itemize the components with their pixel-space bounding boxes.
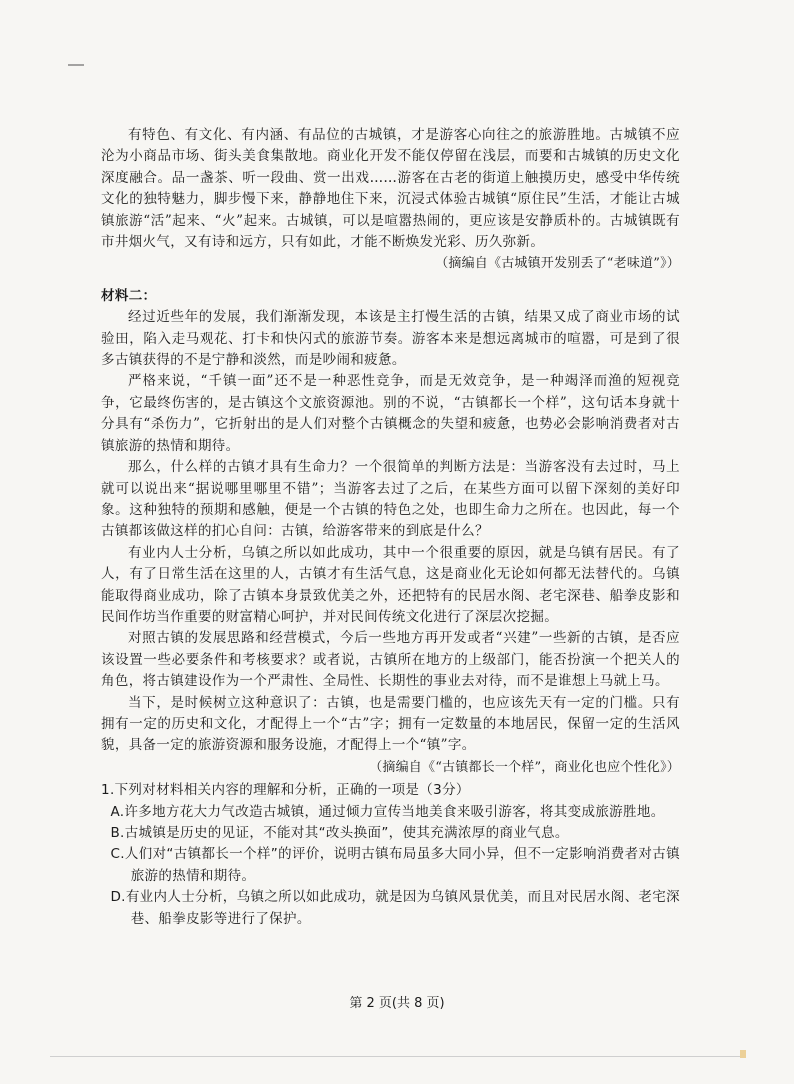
material2-paragraph-1: 经过近些年的发展，我们渐渐发现，本该是主打慢生活的古镇，结果又成了商业市场的试验田，陷入走马观花、打卡和快闪式的旅游节奏。游客本来是想远离城市的喧嚣，可是到了很多古镇获得的不是宁静和淡然，而是吵闹和疲惫。 [101, 309, 680, 369]
question-1-option-c: C.人们对“古镇都长一个样”的评价，说明古镇布局虽多大同小异，但不一定影响消费者对古镇旅游的热情和期待。 [110, 846, 680, 884]
scan-artifact-mark [68, 64, 84, 66]
question-1-option-a: A.许多地方花大力气改造古城镇，通过倾力宣传当地美食来吸引游客，将其变成旅游胜地。 [110, 803, 665, 820]
material2-paragraph-3: 那么，什么样的古镇才具有生命力？一个很简单的判断方法是：当游客没有去过时，马上就可以说出来“据说哪里哪里不错”；当游客去过了之后，在某些方面可以留下深刻的美好印象。这种独特的预期和感触，便是一个古镇的特色之处，也即生命力之所在。也因此，每一个古镇都该做这样的扪心自问：古镇，给游客带来的到底是什么？ [101, 459, 680, 540]
material2-heading: 材料二： [101, 287, 157, 304]
scan-corner-artifact [740, 1050, 746, 1058]
question-1 [101, 780, 680, 930]
question-1-option-b: B.古城镇是历史的见证，不能对其“改头换面”，使其充满浓厚的商业气息。 [110, 825, 569, 841]
question-1-option-d: D.有业内人士分析，乌镇之所以如此成功，就是因为乌镇风景优美，而且对民居水阁、老宅深巷、船拳皮影等进行了保护。 [110, 889, 680, 927]
material2-source: （摘编自《“古镇都长一个样”，商业化也应个性化》） [369, 759, 680, 775]
page-number: 第 2 页(共 8 页) [349, 996, 445, 1011]
material2-paragraph-6: 当下，是时候树立这种意识了：古镇，也是需要门槛的，也应该先天有一定的门槛。只有拥有一定的历史和文化，才配得上一个“古”字；拥有一定数量的本地居民，保留一定的生活风貌，具备一定的旅游资源和服务设施，才配得上一个“镇”字。 [101, 694, 680, 754]
material1-source: （摘编自《古城镇开发别丢了“老味道”》） [435, 256, 680, 272]
material2-paragraph-2: 严格来说，“千镇一面”还不是一种恶性竞争，而是无效竞争，是一种竭泽而渔的短视竞争，它最终伤害的，是古镇这个文旅资源池。别的不说，“古镇都长一个样”，这句话本身就十分具有“杀伤力”，它折射出的是人们对整个古镇概念的失望和疲惫，也势必会影响消费者对古镇旅游的热情和期待。 [101, 373, 680, 454]
question-1-stem: 1.下列对材料相关内容的理解和分析，正确的一项是（3分） [101, 782, 470, 799]
bottom-divider [50, 1056, 740, 1057]
material2-paragraph-5: 对照古镇的发展思路和经营模式，今后一些地方再开发或者“兴建”一些新的古镇，是否应该设置一些必要条件和考核要求？或者说，古镇所在地方的上级部门，能否扮演一个把关人的角色，将古镇建设作为一个严肃性、全局性、长期性的事业去对待，而不是谁想上马就上马。 [101, 630, 680, 690]
material1-paragraph: 有特色、有文化、有内涵、有品位的古城镇，才是游客心向往之的旅游胜地。古城镇不应沦为小商品市场、街头美食集散地。商业化开发不能仅停留在浅层，而要和古城镇的历史文化深度融合。品一盏茶、听一段曲、赏一出戏……游客在古老的街道上触摸历史，感受中华传统文化的独特魅力，脚步慢下来，静静地住下来，沉浸式体验古城镇“原住民”生活，才能让古城镇旅游“活”起来、“火”起来。古城镇，可以是喧嚣热闹的，更应该是安静质朴的。古城镇既有市井烟火气，又有诗和远方，只有如此，才能不断焕发光彩、历久弥新。 [101, 127, 680, 251]
material2-paragraph-4: 有业内人士分析，乌镇之所以如此成功，其中一个很重要的原因，就是乌镇有居民。有了人，有了日常生活在这里的人，古镇才有生活气息，这是商业化无论如何都无法替代的。乌镇能取得商业成功，除了古镇本身景致优美之外，还把特有的民居水阁、老宅深巷、船拳皮影和民间作坊当作重要的财富精心呵护，并对民间传统文化进行了深层次挖掘。 [101, 544, 680, 625]
document-body [101, 125, 680, 930]
